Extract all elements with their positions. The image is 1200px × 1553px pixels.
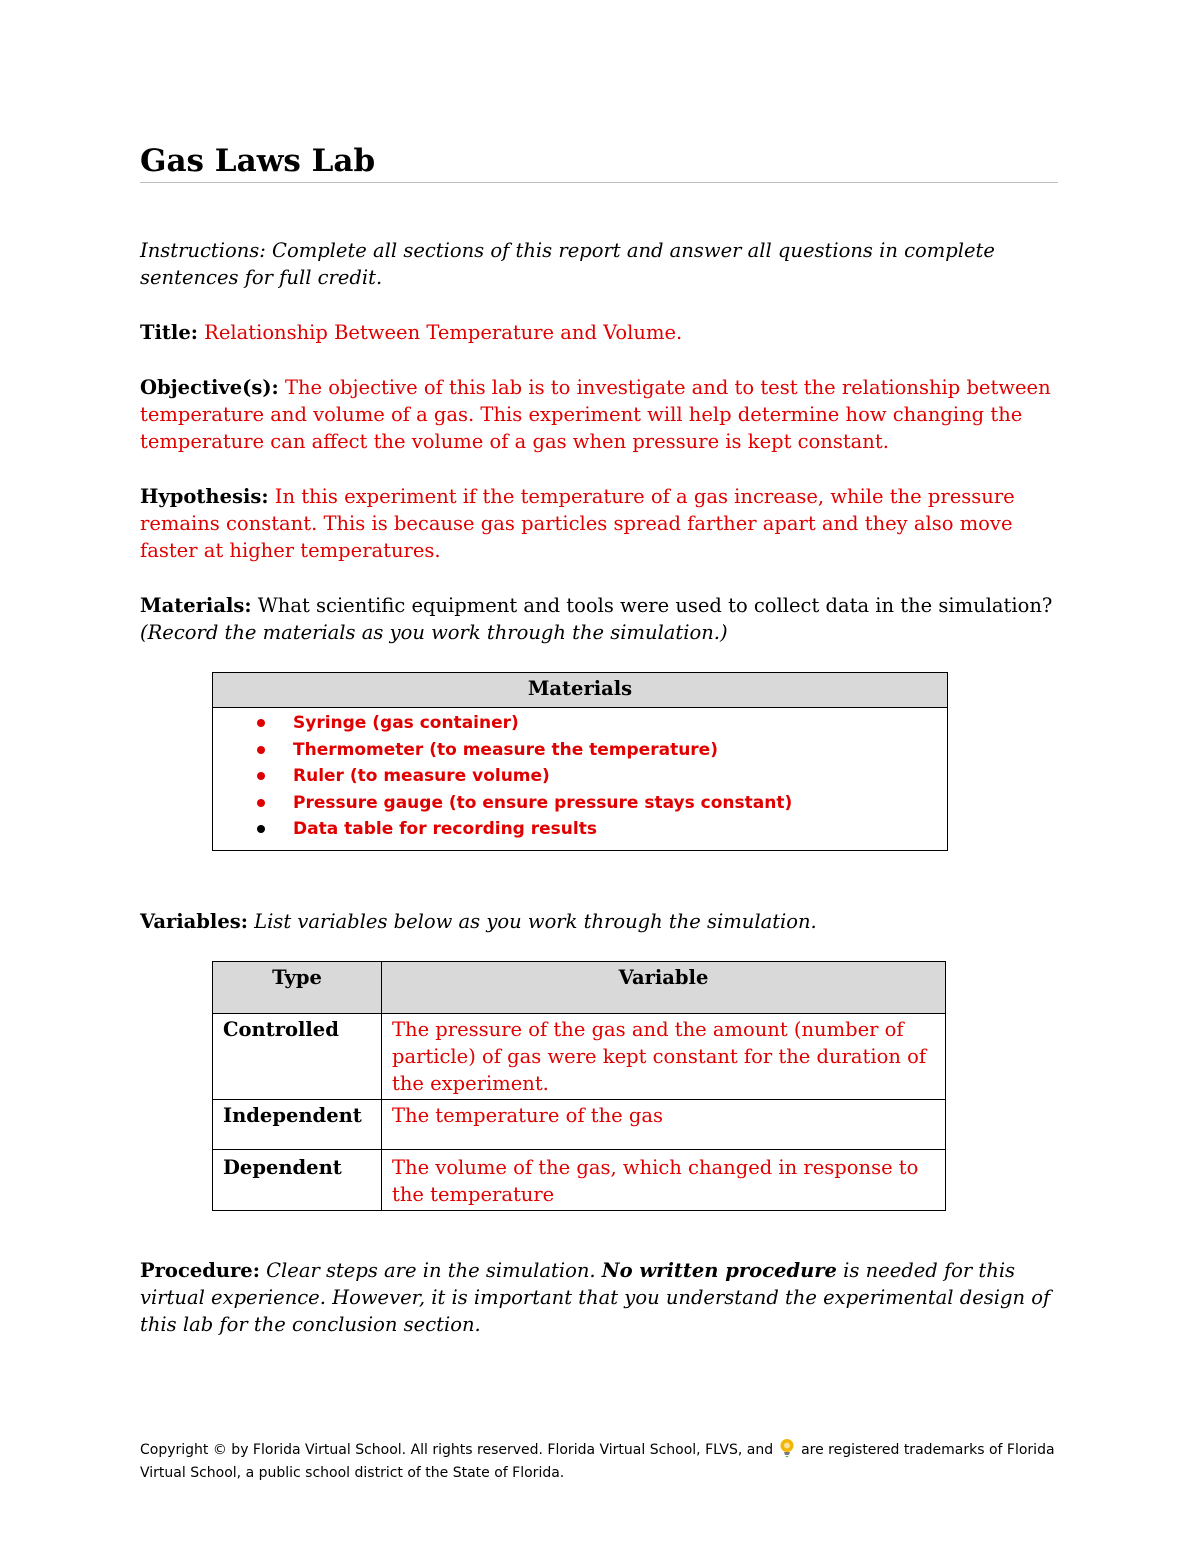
variable-type-cell: Independent [213, 1100, 382, 1150]
table-row [213, 1014, 946, 1100]
variable-value-cell: The pressure of the gas and the amount (number of particle) of gas were kept constant for the duration of the experiment. [382, 1014, 946, 1100]
variable-value-cell: The temperature of the gas [382, 1100, 946, 1150]
objective-label: Objective(s): [140, 376, 279, 399]
type-column-header: Type [213, 962, 382, 1014]
objective-text: The objective of this lab is to investigate and to test the relationship between temperature and volume of a gas. This experiment will help determine how changing the temperature can affect the volume of a gas when pressure is kept constant. [140, 376, 1051, 453]
hypothesis-text: In this experiment if the temperature of a gas increase, while the pressure remains constant. This is because gas particles spread farther apart and they also move faster at higher temperatures. [140, 485, 1015, 562]
objective-section [140, 374, 1058, 455]
materials-question: What scientific equipment and tools were used to collect data in the simulation? [257, 594, 1053, 617]
procedure-text-bold: No written procedure [601, 1259, 837, 1282]
footer [140, 1438, 1058, 1485]
page-title: Gas Laws Lab [140, 142, 1058, 183]
title-section [140, 319, 1058, 346]
bullet-icon [257, 799, 265, 807]
title-label: Title: [140, 321, 198, 344]
table-row [213, 1150, 946, 1211]
list-item: Thermometer (to measure the temperature) [213, 737, 947, 764]
materials-table [212, 672, 948, 851]
procedure-text-b: is needed for this virtual experience. However, it is important that you understand the experimental design of this lab for the conclusion section. [140, 1259, 1051, 1336]
procedure-label: Procedure: [140, 1259, 260, 1282]
footer-text-a: Copyright © by Florida Virtual School. All rights reserved. Florida Virtual School, FLVS, and [140, 1442, 774, 1458]
list-item: Syringe (gas container) [213, 710, 947, 737]
materials-label: Materials: [140, 594, 252, 617]
list-item: Ruler (to measure volume) [213, 763, 947, 790]
hypothesis-label: Hypothesis: [140, 485, 269, 508]
variable-type-cell: Controlled [213, 1014, 382, 1100]
instructions: Instructions: Complete all sections of this report and answer all questions in complete sentences for full credit. [140, 239, 995, 289]
materials-section [140, 592, 1058, 646]
variables-table [212, 961, 946, 1211]
variable-type-cell: Dependent [213, 1150, 382, 1211]
table-header-row [213, 962, 946, 1014]
materials-list [213, 710, 947, 843]
list-item: Pressure gauge (to ensure pressure stays constant) [213, 790, 947, 817]
hypothesis-section [140, 483, 1058, 564]
flvs-lightbulb-icon [777, 1438, 797, 1458]
materials-table-header: Materials [213, 673, 947, 708]
bullet-icon [257, 746, 265, 754]
bullet-icon [257, 825, 265, 833]
variables-note: List variables below as you work through the simulation. [254, 910, 817, 933]
bullet-icon [257, 719, 265, 727]
footer-text-b: are registered trademarks of Florida Virtual School, a public school district of the State of Florida. [140, 1442, 1055, 1481]
table-row [213, 1100, 946, 1150]
procedure-section [140, 1257, 1058, 1338]
document-page [140, 0, 1058, 1553]
bullet-icon [257, 772, 265, 780]
variables-label: Variables: [140, 910, 248, 933]
procedure-text-a: Clear steps are in the simulation. [266, 1259, 596, 1282]
variable-column-header: Variable [382, 962, 946, 1014]
variable-value-cell: The volume of the gas, which changed in response to the temperature [382, 1150, 946, 1211]
materials-table-body [213, 708, 947, 850]
materials-note: (Record the materials as you work through the simulation.) [140, 621, 728, 644]
variables-section [140, 908, 1058, 935]
title-text: Relationship Between Temperature and Volume. [204, 321, 683, 344]
list-item: Data table for recording results [213, 816, 947, 843]
